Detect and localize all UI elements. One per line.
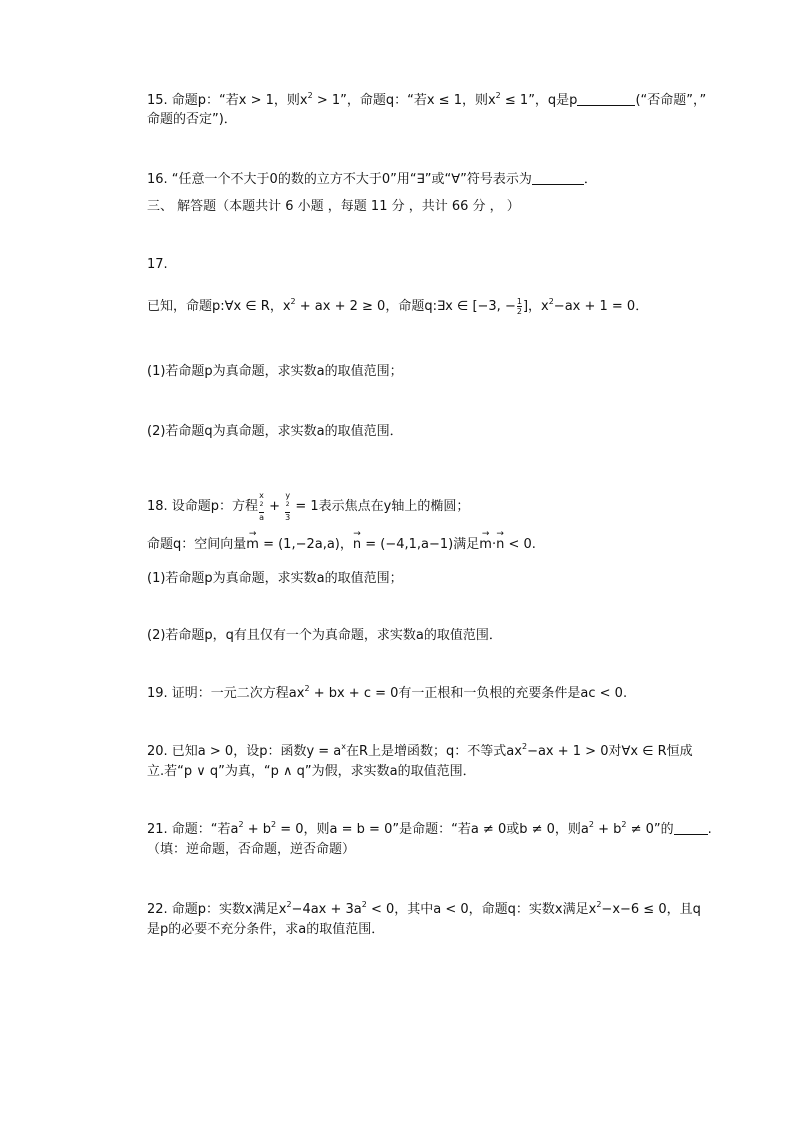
- exponent: 2: [548, 297, 554, 306]
- section-heading: 三、 解答题（本题共计 6 小题 ，每题 11 分 ，共计 66 分 ， ）: [147, 199, 520, 214]
- q15-text-1: 15. 命题p：“若x > 1，则x: [147, 93, 308, 108]
- q21-text-4: + b: [593, 822, 622, 837]
- question-22-line-2: 是p的必要不充分条件，求a的取值范围．: [147, 922, 385, 937]
- exponent: 2: [259, 501, 264, 508]
- q16-text-2: ．: [583, 172, 597, 187]
- fraction-y2-over-3: [285, 491, 290, 522]
- q21-text-6: .: [707, 822, 712, 837]
- question-15-line-2: 命题的否定”)．: [147, 112, 237, 127]
- exponent-x: x: [341, 742, 347, 751]
- vector-m: → m: [246, 537, 259, 553]
- answer-blank[interactable]: [577, 93, 635, 106]
- exponent: 2: [588, 820, 594, 829]
- exponent: 2: [596, 900, 602, 909]
- numerator: [285, 491, 290, 512]
- exponent: 2: [495, 91, 501, 100]
- q19-text-2: + bx + c = 0有一正根和一负根的充要条件是ac < 0.: [309, 686, 628, 701]
- fraction-x2-over-a: [259, 491, 264, 522]
- q19-text-1: 19. 证明：一元二次方程ax: [147, 686, 305, 701]
- fraction-one-half: [517, 297, 522, 316]
- q15-text-3: ≤ 1”，q是p: [500, 93, 578, 108]
- exponent: 2: [307, 91, 313, 100]
- exponent: 2: [290, 297, 296, 306]
- q21-text-5: ≠ 0”的: [626, 822, 674, 837]
- question-15-line-1: [147, 93, 706, 109]
- question-18-stem: [147, 491, 469, 522]
- q20-text-1: 20. 已知a > 0，设p：函数y = a: [147, 744, 342, 759]
- q17-text-1: 已知，命题p:∀x ∈ R，x: [147, 299, 291, 314]
- question-16-line: [147, 172, 597, 188]
- q21-text-3: = 0，则a = b = 0”是命题：“若a ≠ 0或b ≠ 0，则a: [276, 822, 589, 837]
- denominator: 2: [516, 307, 522, 316]
- q18-q-text-3: = (−4,1,a−1)满足: [361, 537, 480, 552]
- q22-text-1: 22. 命题p：实数x满足x: [147, 902, 287, 917]
- exponent: 2: [286, 900, 292, 909]
- q22-text-3: < 0，其中a < 0，命题q：实数x满足x: [366, 902, 597, 917]
- q17-text-3: ]，x: [522, 299, 549, 314]
- denominator: a: [259, 512, 264, 522]
- question-20-line-1: [147, 744, 693, 760]
- var-x: x: [259, 491, 264, 500]
- question-17-stem: [147, 297, 648, 316]
- q15-text-4: (“否命题”，”: [635, 93, 707, 108]
- q21-text-2: + b: [243, 822, 272, 837]
- q18-q-text-2: = (1,−2a,a)，: [258, 537, 353, 552]
- denominator: 3: [285, 512, 291, 522]
- question-21-line-2: （填：逆命题，否命题，逆否命题）: [147, 842, 356, 857]
- q18-text-1: 18. 设命题p：方程: [147, 498, 259, 514]
- q17-text-2: + ax + 2 ≥ 0，命题q:∃x ∈ [−3, −: [295, 299, 516, 314]
- dot-operator: ·: [491, 537, 497, 552]
- question-17-part-1: (1)若命题p为真命题，求实数a的取值范围；: [147, 364, 403, 379]
- exponent: 2: [621, 820, 627, 829]
- q18-q-text-4: < 0.: [504, 537, 536, 552]
- q16-text-1: 16. “任意一个不大于0的数的立方不大于0”用“∃”或“∀”符号表示为: [147, 172, 532, 187]
- question-20-line-2: 立.若“p ∨ q”为真，“p ∧ q”为假，求实数a的取值范围．: [147, 764, 476, 779]
- question-21-line-1: [147, 822, 712, 838]
- numerator: [259, 491, 264, 512]
- answer-blank[interactable]: [674, 822, 708, 835]
- question-22-line-1: [147, 902, 701, 918]
- q17-text-4: −ax + 1 = 0．: [553, 299, 649, 314]
- q15-text-2: > 1”，命题q：“若x ≤ 1，则x: [312, 93, 496, 108]
- question-17-part-2: (2)若命题q为真命题，求实数a的取值范围．: [147, 424, 403, 439]
- exponent: 2: [238, 820, 244, 829]
- var-y: y: [285, 491, 291, 500]
- q18-text-2: = 1表示焦点在y轴上的椭圆；: [291, 498, 470, 514]
- exponent: 2: [521, 742, 528, 751]
- exponent: 2: [285, 501, 290, 508]
- question-18-part-2: (2)若命题p，q有且仅有一个为真命题，求实数a的取值范围．: [147, 628, 502, 643]
- numerator: 1: [516, 297, 522, 306]
- exponent: 2: [361, 900, 367, 909]
- plus-sign: +: [264, 498, 285, 514]
- question-19-line: [147, 686, 627, 702]
- vector-n: → n: [496, 537, 504, 553]
- question-18-part-1: (1)若命题p为真命题，求实数a的取值范围；: [147, 571, 403, 586]
- question-18-proposition-q: [147, 537, 536, 553]
- q20-text-3: −ax + 1 > 0对∀x ∈ R恒成: [527, 744, 693, 759]
- q22-text-4: −x−6 ≤ 0，且q: [601, 902, 701, 917]
- exponent: 2: [271, 820, 277, 829]
- vector-m: → m: [479, 537, 492, 553]
- q22-text-2: −4ax + 3a: [291, 902, 362, 917]
- vector-n: → n: [353, 537, 361, 553]
- exponent: 2: [304, 684, 310, 693]
- question-17-number: 17.: [147, 257, 168, 272]
- q21-text-1: 21. 命题：“若a: [147, 822, 239, 837]
- q20-text-2: 在R上是增函数；q：不等式ax: [346, 744, 522, 759]
- q18-q-text-1: 命题q：空间向量: [147, 537, 247, 552]
- answer-blank[interactable]: [532, 172, 584, 185]
